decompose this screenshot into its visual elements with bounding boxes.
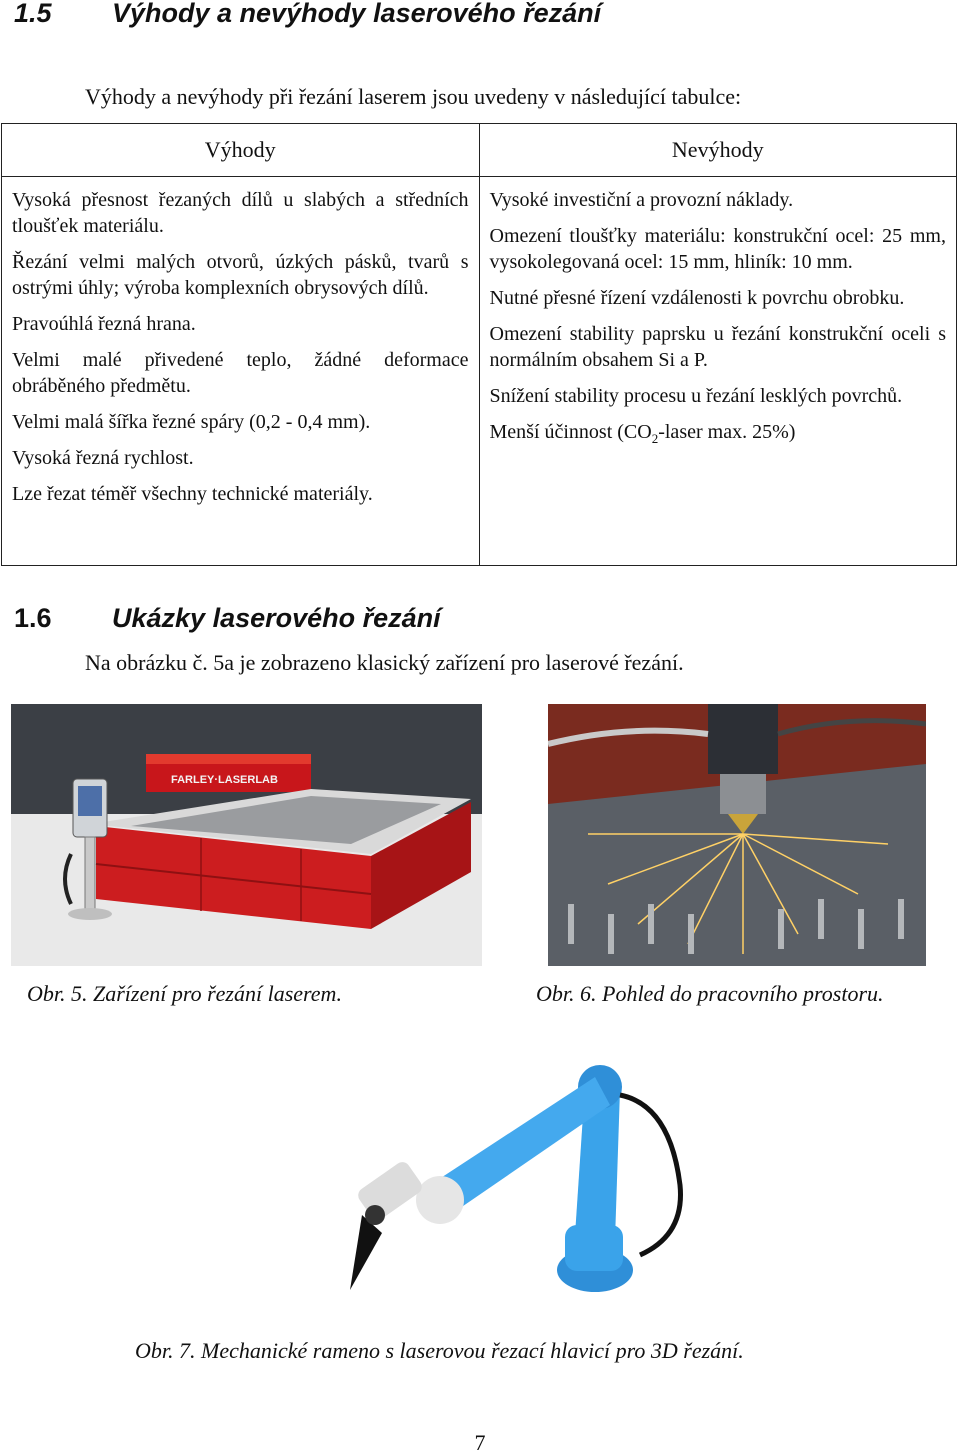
disadvantages-cell (479, 177, 957, 566)
section-number: 1.5 (14, 0, 52, 28)
intro-paragraph-figures: Na obrázku č. 5a je zobrazeno klasický zařízení pro laserové řezání. (85, 650, 684, 675)
disadvantage-item: Snížení stability procesu u řezání lesklých povrchů. (489, 385, 903, 407)
disadvantages-header: Nevýhody (479, 124, 957, 177)
disadvantage-item: Omezení stability paprsku u řezání konstrukční oceli s normálním obsahem Si a P. (489, 323, 946, 371)
laser-working-area-photo (548, 704, 926, 966)
disadvantage-item: Omezení tloušťky materiálu: konstrukční ocel: 25 mm, vysokolegovaná ocel: 15 mm, hliník: 10 mm. (489, 225, 946, 273)
advantage-item: Velmi malé přivedené teplo, žádné deformace obráběného předmětu. (12, 349, 469, 397)
figure-5-caption: Obr. 5. Zařízení pro řezání laserem. (27, 981, 342, 1006)
advantages-disadvantages-table (1, 123, 957, 566)
disadvantage-item: Nutné přesné řízení vzdálenosti k povrchu obrobku. (489, 287, 905, 309)
advantage-item: Pravoúhlá řezná hrana. (12, 313, 196, 335)
laser-cutting-machine-photo (11, 704, 482, 966)
disadvantage-item: Vysoké investiční a provozní náklady. (489, 189, 794, 211)
section-heading-1-6 (14, 603, 441, 634)
advantage-item: Lze řezat téměř všechny technické materiály. (12, 483, 373, 505)
advantage-item: Velmi malá šířka řezné spáry (0,2 - 0,4 mm). (12, 411, 371, 433)
figure-6-caption: Obr. 6. Pohled do pracovního prostoru. (536, 981, 884, 1006)
advantages-cell (2, 177, 480, 566)
section-number: 1.6 (14, 603, 52, 633)
section-heading-1-5 (14, 0, 601, 29)
advantage-item: Řezání velmi malých otvorů, úzkých pásků, tvarů s ostrými úhly; výroba komplexních obrysových dílů. (12, 251, 469, 299)
disadvantage-item-efficiency: Menší účinnost ($CO_2$-laser max. 25%) (489, 421, 796, 446)
page-number: 7 (474, 1430, 486, 1455)
intro-paragraph: Výhody a nevýhody při řezání laserem jsou uvedeny v následující tabulce: (85, 84, 742, 109)
section-title: Ukázky laserového řezání (112, 603, 441, 633)
machine-label: FARLEY·LASERLAB (171, 774, 278, 786)
robotic-arm-photo (320, 1065, 720, 1305)
advantage-item: Vysoká řezná rychlost. (12, 447, 194, 469)
advantage-item: Vysoká přesnost řezaných dílů u slabých a středních tloušťek materiálu. (12, 189, 469, 237)
advantages-header: Výhody (2, 124, 480, 177)
figure-7-caption: Obr. 7. Mechanické rameno s laserovou řezací hlavicí pro 3D řezání. (135, 1338, 744, 1363)
section-title: Výhody a nevýhody laserového řezání (112, 0, 602, 28)
